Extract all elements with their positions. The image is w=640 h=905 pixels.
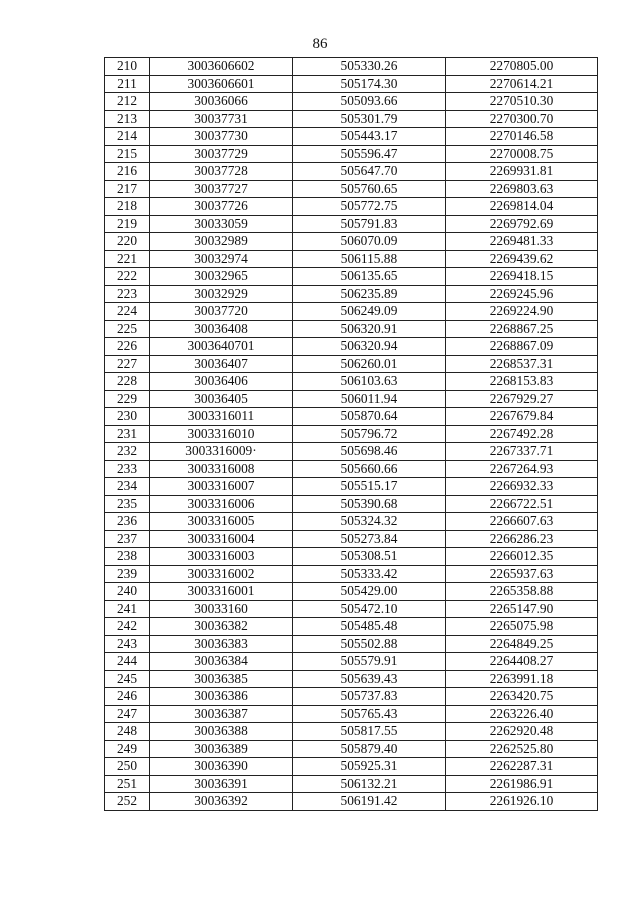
row-number-cell: 244 bbox=[105, 653, 150, 671]
row-number-cell: 242 bbox=[105, 618, 150, 636]
point-id-cell: 3003640701 bbox=[150, 338, 293, 356]
y-coordinate-cell: 2269814.04 bbox=[446, 198, 598, 216]
x-coordinate-cell: 505579.91 bbox=[293, 653, 446, 671]
row-number-cell: 212 bbox=[105, 93, 150, 111]
y-coordinate-cell: 2268537.31 bbox=[446, 355, 598, 373]
y-coordinate-cell: 2268867.09 bbox=[446, 338, 598, 356]
row-number-cell: 238 bbox=[105, 548, 150, 566]
point-id-cell: 30036405 bbox=[150, 390, 293, 408]
point-id-cell: 3003606601 bbox=[150, 75, 293, 93]
x-coordinate-cell: 506320.94 bbox=[293, 338, 446, 356]
row-number-cell: 211 bbox=[105, 75, 150, 93]
table-row bbox=[105, 145, 598, 163]
y-coordinate-cell: 2270146.58 bbox=[446, 128, 598, 146]
row-number-cell: 232 bbox=[105, 443, 150, 461]
x-coordinate-cell: 505390.68 bbox=[293, 495, 446, 513]
row-number-cell: 223 bbox=[105, 285, 150, 303]
coordinates-table bbox=[104, 57, 598, 811]
table-row bbox=[105, 338, 598, 356]
point-id-cell: 3003316006 bbox=[150, 495, 293, 513]
y-coordinate-cell: 2269792.69 bbox=[446, 215, 598, 233]
x-coordinate-cell: 506235.89 bbox=[293, 285, 446, 303]
y-coordinate-cell: 2265075.98 bbox=[446, 618, 598, 636]
x-coordinate-cell: 506103.63 bbox=[293, 373, 446, 391]
row-number-cell: 234 bbox=[105, 478, 150, 496]
row-number-cell: 226 bbox=[105, 338, 150, 356]
row-number-cell: 216 bbox=[105, 163, 150, 181]
point-id-cell: 3003316002 bbox=[150, 565, 293, 583]
row-number-cell: 231 bbox=[105, 425, 150, 443]
row-number-cell: 213 bbox=[105, 110, 150, 128]
point-id-cell: 30037730 bbox=[150, 128, 293, 146]
y-coordinate-cell: 2267264.93 bbox=[446, 460, 598, 478]
row-number-cell: 249 bbox=[105, 740, 150, 758]
table-row bbox=[105, 355, 598, 373]
x-coordinate-cell: 505515.17 bbox=[293, 478, 446, 496]
point-id-cell: 30037720 bbox=[150, 303, 293, 321]
row-number-cell: 220 bbox=[105, 233, 150, 251]
y-coordinate-cell: 2263226.40 bbox=[446, 705, 598, 723]
point-id-cell: 30032929 bbox=[150, 285, 293, 303]
row-number-cell: 241 bbox=[105, 600, 150, 618]
point-id-cell: 30036408 bbox=[150, 320, 293, 338]
point-id-cell: 3003316004 bbox=[150, 530, 293, 548]
table-row bbox=[105, 618, 598, 636]
row-number-cell: 233 bbox=[105, 460, 150, 478]
point-id-cell: 30036392 bbox=[150, 793, 293, 811]
y-coordinate-cell: 2268867.25 bbox=[446, 320, 598, 338]
table-row bbox=[105, 635, 598, 653]
point-id-cell: 3003316011 bbox=[150, 408, 293, 426]
row-number-cell: 217 bbox=[105, 180, 150, 198]
row-number-cell: 246 bbox=[105, 688, 150, 706]
row-number-cell: 219 bbox=[105, 215, 150, 233]
table-row bbox=[105, 705, 598, 723]
point-id-cell: 30037727 bbox=[150, 180, 293, 198]
y-coordinate-cell: 2265147.90 bbox=[446, 600, 598, 618]
y-coordinate-cell: 2267337.71 bbox=[446, 443, 598, 461]
y-coordinate-cell: 2269481.33 bbox=[446, 233, 598, 251]
x-coordinate-cell: 505772.75 bbox=[293, 198, 446, 216]
row-number-cell: 230 bbox=[105, 408, 150, 426]
point-id-cell: 3003606602 bbox=[150, 58, 293, 76]
y-coordinate-cell: 2270805.00 bbox=[446, 58, 598, 76]
row-number-cell: 224 bbox=[105, 303, 150, 321]
y-coordinate-cell: 2269931.81 bbox=[446, 163, 598, 181]
point-id-cell: 30036406 bbox=[150, 373, 293, 391]
point-id-cell: 30036382 bbox=[150, 618, 293, 636]
point-id-cell: 3003316008 bbox=[150, 460, 293, 478]
table-row bbox=[105, 110, 598, 128]
point-id-cell: 30037726 bbox=[150, 198, 293, 216]
x-coordinate-cell: 505308.51 bbox=[293, 548, 446, 566]
point-id-cell: 30036384 bbox=[150, 653, 293, 671]
y-coordinate-cell: 2266286.23 bbox=[446, 530, 598, 548]
table-row bbox=[105, 215, 598, 233]
x-coordinate-cell: 506320.91 bbox=[293, 320, 446, 338]
table-body bbox=[105, 58, 598, 811]
x-coordinate-cell: 505796.72 bbox=[293, 425, 446, 443]
point-id-cell: 3003316007 bbox=[150, 478, 293, 496]
point-id-cell: 30036385 bbox=[150, 670, 293, 688]
point-id-cell: 30036387 bbox=[150, 705, 293, 723]
y-coordinate-cell: 2262287.31 bbox=[446, 758, 598, 776]
y-coordinate-cell: 2269803.63 bbox=[446, 180, 598, 198]
table-row bbox=[105, 740, 598, 758]
y-coordinate-cell: 2269439.62 bbox=[446, 250, 598, 268]
table-row bbox=[105, 373, 598, 391]
row-number-cell: 210 bbox=[105, 58, 150, 76]
table-row bbox=[105, 128, 598, 146]
table-row bbox=[105, 670, 598, 688]
table-row bbox=[105, 250, 598, 268]
table-row bbox=[105, 268, 598, 286]
table-row bbox=[105, 180, 598, 198]
point-id-cell: 30036389 bbox=[150, 740, 293, 758]
table-row bbox=[105, 530, 598, 548]
row-number-cell: 214 bbox=[105, 128, 150, 146]
row-number-cell: 251 bbox=[105, 775, 150, 793]
table-row bbox=[105, 653, 598, 671]
table-row bbox=[105, 390, 598, 408]
x-coordinate-cell: 505698.46 bbox=[293, 443, 446, 461]
point-id-cell: 30037731 bbox=[150, 110, 293, 128]
point-id-cell: 30036388 bbox=[150, 723, 293, 741]
row-number-cell: 229 bbox=[105, 390, 150, 408]
row-number-cell: 227 bbox=[105, 355, 150, 373]
table-row bbox=[105, 775, 598, 793]
table-row bbox=[105, 425, 598, 443]
table-row bbox=[105, 513, 598, 531]
x-coordinate-cell: 505330.26 bbox=[293, 58, 446, 76]
x-coordinate-cell: 505502.88 bbox=[293, 635, 446, 653]
table-row bbox=[105, 443, 598, 461]
row-number-cell: 228 bbox=[105, 373, 150, 391]
point-id-cell: 30036386 bbox=[150, 688, 293, 706]
table-row bbox=[105, 548, 598, 566]
table-row bbox=[105, 758, 598, 776]
point-id-cell: 3003316003 bbox=[150, 548, 293, 566]
table-row bbox=[105, 565, 598, 583]
x-coordinate-cell: 505791.83 bbox=[293, 215, 446, 233]
point-id-cell: 30037729 bbox=[150, 145, 293, 163]
point-id-cell: 3003316001 bbox=[150, 583, 293, 601]
y-coordinate-cell: 2266607.63 bbox=[446, 513, 598, 531]
row-number-cell: 236 bbox=[105, 513, 150, 531]
table-row bbox=[105, 233, 598, 251]
x-coordinate-cell: 505870.64 bbox=[293, 408, 446, 426]
point-id-cell: 30037728 bbox=[150, 163, 293, 181]
x-coordinate-cell: 505273.84 bbox=[293, 530, 446, 548]
x-coordinate-cell: 505765.43 bbox=[293, 705, 446, 723]
table-row bbox=[105, 198, 598, 216]
x-coordinate-cell: 505093.66 bbox=[293, 93, 446, 111]
row-number-cell: 247 bbox=[105, 705, 150, 723]
y-coordinate-cell: 2263420.75 bbox=[446, 688, 598, 706]
x-coordinate-cell: 505647.70 bbox=[293, 163, 446, 181]
x-coordinate-cell: 505443.17 bbox=[293, 128, 446, 146]
table-row bbox=[105, 723, 598, 741]
x-coordinate-cell: 506249.09 bbox=[293, 303, 446, 321]
row-number-cell: 245 bbox=[105, 670, 150, 688]
x-coordinate-cell: 505737.83 bbox=[293, 688, 446, 706]
y-coordinate-cell: 2266932.33 bbox=[446, 478, 598, 496]
y-coordinate-cell: 2265358.88 bbox=[446, 583, 598, 601]
table-row bbox=[105, 303, 598, 321]
x-coordinate-cell: 506135.65 bbox=[293, 268, 446, 286]
x-coordinate-cell: 505472.10 bbox=[293, 600, 446, 618]
x-coordinate-cell: 505760.65 bbox=[293, 180, 446, 198]
y-coordinate-cell: 2270008.75 bbox=[446, 145, 598, 163]
row-number-cell: 237 bbox=[105, 530, 150, 548]
y-coordinate-cell: 2269418.15 bbox=[446, 268, 598, 286]
y-coordinate-cell: 2264408.27 bbox=[446, 653, 598, 671]
y-coordinate-cell: 2262920.48 bbox=[446, 723, 598, 741]
y-coordinate-cell: 2267679.84 bbox=[446, 408, 598, 426]
x-coordinate-cell: 506011.94 bbox=[293, 390, 446, 408]
point-id-cell: 30032974 bbox=[150, 250, 293, 268]
y-coordinate-cell: 2270300.70 bbox=[446, 110, 598, 128]
y-coordinate-cell: 2264849.25 bbox=[446, 635, 598, 653]
x-coordinate-cell: 505639.43 bbox=[293, 670, 446, 688]
table-row bbox=[105, 583, 598, 601]
x-coordinate-cell: 506070.09 bbox=[293, 233, 446, 251]
table-row bbox=[105, 285, 598, 303]
y-coordinate-cell: 2266722.51 bbox=[446, 495, 598, 513]
row-number-cell: 215 bbox=[105, 145, 150, 163]
x-coordinate-cell: 505596.47 bbox=[293, 145, 446, 163]
row-number-cell: 243 bbox=[105, 635, 150, 653]
row-number-cell: 221 bbox=[105, 250, 150, 268]
y-coordinate-cell: 2267929.27 bbox=[446, 390, 598, 408]
x-coordinate-cell: 505324.32 bbox=[293, 513, 446, 531]
row-number-cell: 218 bbox=[105, 198, 150, 216]
x-coordinate-cell: 506132.21 bbox=[293, 775, 446, 793]
page-number: 86 bbox=[312, 36, 328, 52]
table-row bbox=[105, 408, 598, 426]
table-row bbox=[105, 163, 598, 181]
y-coordinate-cell: 2268153.83 bbox=[446, 373, 598, 391]
table-row bbox=[105, 75, 598, 93]
y-coordinate-cell: 2265937.63 bbox=[446, 565, 598, 583]
y-coordinate-cell: 2269224.90 bbox=[446, 303, 598, 321]
point-id-cell: 30036391 bbox=[150, 775, 293, 793]
row-number-cell: 248 bbox=[105, 723, 150, 741]
row-number-cell: 240 bbox=[105, 583, 150, 601]
point-id-cell: 30032965 bbox=[150, 268, 293, 286]
x-coordinate-cell: 506260.01 bbox=[293, 355, 446, 373]
row-number-cell: 225 bbox=[105, 320, 150, 338]
table-row bbox=[105, 600, 598, 618]
x-coordinate-cell: 505879.40 bbox=[293, 740, 446, 758]
table-row bbox=[105, 320, 598, 338]
y-coordinate-cell: 2262525.80 bbox=[446, 740, 598, 758]
row-number-cell: 222 bbox=[105, 268, 150, 286]
row-number-cell: 235 bbox=[105, 495, 150, 513]
x-coordinate-cell: 506191.42 bbox=[293, 793, 446, 811]
table-row bbox=[105, 478, 598, 496]
y-coordinate-cell: 2263991.18 bbox=[446, 670, 598, 688]
row-number-cell: 252 bbox=[105, 793, 150, 811]
x-coordinate-cell: 505429.00 bbox=[293, 583, 446, 601]
y-coordinate-cell: 2269245.96 bbox=[446, 285, 598, 303]
point-id-cell: 30032989 bbox=[150, 233, 293, 251]
point-id-cell: 30036407 bbox=[150, 355, 293, 373]
point-id-cell: 3003316009· bbox=[150, 443, 293, 461]
point-id-cell: 30036390 bbox=[150, 758, 293, 776]
y-coordinate-cell: 2270510.30 bbox=[446, 93, 598, 111]
point-id-cell: 30036383 bbox=[150, 635, 293, 653]
table-row bbox=[105, 793, 598, 811]
table-row bbox=[105, 460, 598, 478]
point-id-cell: 30033160 bbox=[150, 600, 293, 618]
y-coordinate-cell: 2270614.21 bbox=[446, 75, 598, 93]
table-row bbox=[105, 688, 598, 706]
point-id-cell: 3003316010 bbox=[150, 425, 293, 443]
point-id-cell: 30036066 bbox=[150, 93, 293, 111]
x-coordinate-cell: 505333.42 bbox=[293, 565, 446, 583]
row-number-cell: 239 bbox=[105, 565, 150, 583]
y-coordinate-cell: 2267492.28 bbox=[446, 425, 598, 443]
point-id-cell: 3003316005 bbox=[150, 513, 293, 531]
x-coordinate-cell: 506115.88 bbox=[293, 250, 446, 268]
y-coordinate-cell: 2261926.10 bbox=[446, 793, 598, 811]
x-coordinate-cell: 505485.48 bbox=[293, 618, 446, 636]
x-coordinate-cell: 505301.79 bbox=[293, 110, 446, 128]
x-coordinate-cell: 505817.55 bbox=[293, 723, 446, 741]
table-row bbox=[105, 93, 598, 111]
row-number-cell: 250 bbox=[105, 758, 150, 776]
y-coordinate-cell: 2266012.35 bbox=[446, 548, 598, 566]
x-coordinate-cell: 505925.31 bbox=[293, 758, 446, 776]
table-row bbox=[105, 58, 598, 76]
table-row bbox=[105, 495, 598, 513]
point-id-cell: 30033059 bbox=[150, 215, 293, 233]
x-coordinate-cell: 505660.66 bbox=[293, 460, 446, 478]
y-coordinate-cell: 2261986.91 bbox=[446, 775, 598, 793]
x-coordinate-cell: 505174.30 bbox=[293, 75, 446, 93]
